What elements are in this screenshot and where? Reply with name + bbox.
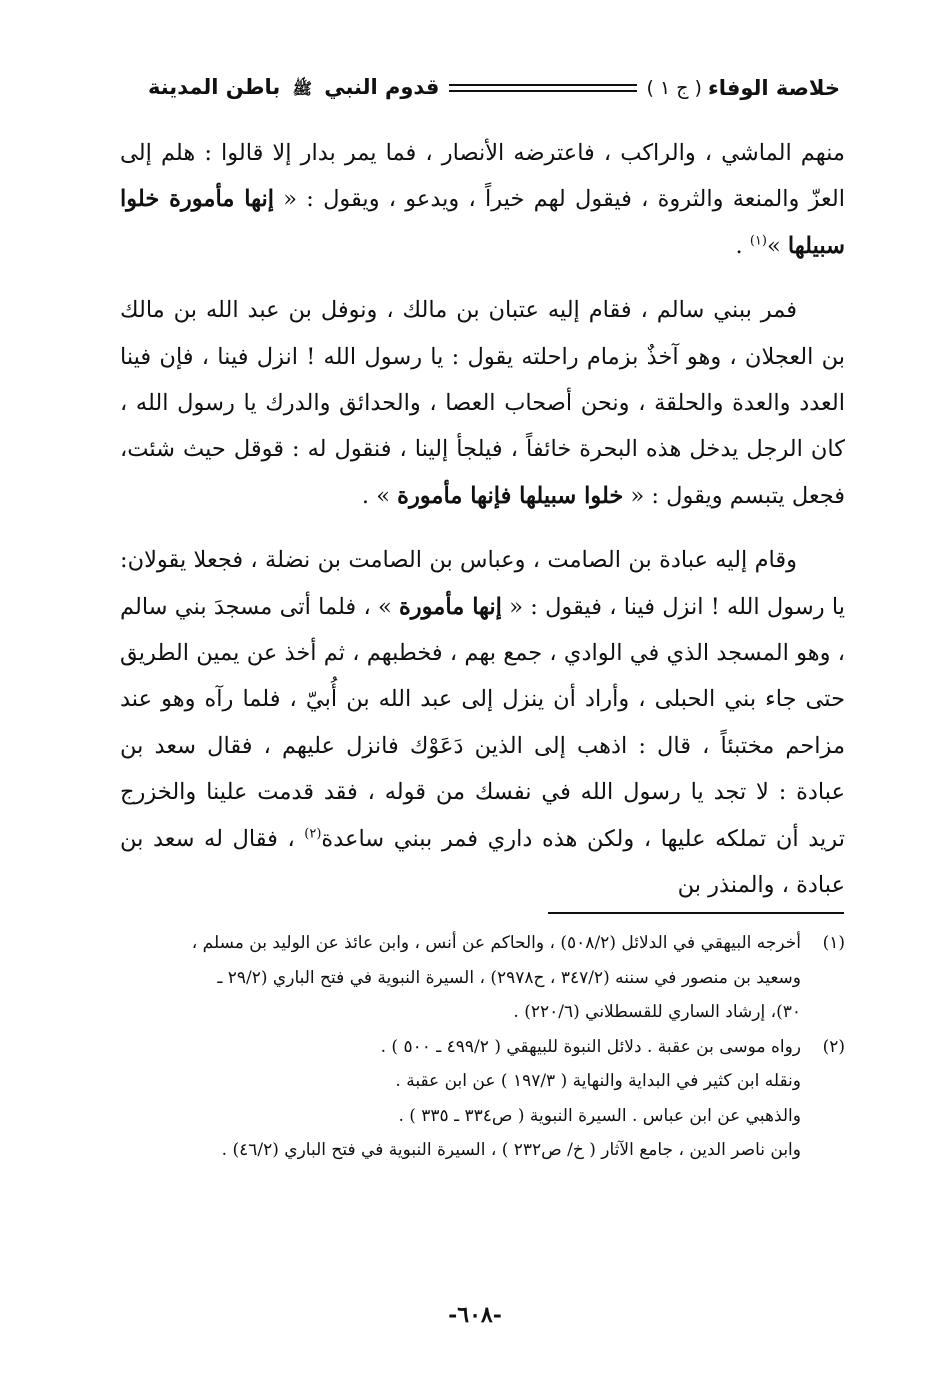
footnote-body (120, 1030, 801, 1168)
footnote-line: وسعيد بن منصور في سننه (٣٤٧/٢ ، ح٢٩٧٨) ، السيرة النبوية في فتح الباري (٢٩/٢ ـ (217, 967, 801, 988)
footnote (120, 926, 845, 1030)
footnote-ref[interactable]: (٢) (304, 826, 322, 842)
footnote-line: ٣٠)، إرشاد الساري للقسطلاني (٢٢٠/٦) . (513, 1002, 801, 1022)
paragraph (120, 130, 845, 269)
paragraph (120, 287, 845, 519)
text-run: » (766, 232, 788, 259)
text-run: منهم الماشي ، والراكب ، فاعترضه الأنصار ، فما يمر بدار إلا قالوا : هلم إلى العزّ والمنعة والثروة ، فيقول لهم خيراً ، ويدعو ، ويقول : « (120, 140, 845, 213)
header-rule (449, 84, 636, 92)
running-header (148, 66, 840, 110)
footnotes (120, 926, 845, 1168)
header-volume: ( ج ١ ) (646, 77, 702, 99)
header-book-title: خلاصة الوفاء (707, 76, 840, 100)
text-run: » . (361, 482, 398, 509)
paragraph (120, 537, 845, 908)
footnote-number: (٢) (822, 1036, 845, 1057)
footnote-body (120, 926, 801, 1030)
hadith-quote: خلوا سبيلها فإنها مأمورة (397, 482, 624, 509)
text-run: وقام إليه عبادة بن الصامت ، وعباس بن الصامت بن نضلة ، فجعلا يقولان: يا رسول الله ! انزل فينا ، فيقول : « (120, 547, 846, 620)
header-chapter-title: قدوم النبي (324, 74, 440, 99)
text-run: » ، فلما أتى مسجدَ بني سالم ، وهو المسجد الذي في الوادي ، جمع بهم ، فخطبهم ، ثم أخذ عن يمين الطريق حتى جاء بني الحبلى ، وأراد أن ينزل إلى عبد الله بن أُبيّ ، فلما رآه وهو عند مزاحم مختبئاً ، قال : اذهب إلى الذين دَعَوْك فانزل عليهم ، فقال سعد بن عبادة : لا تجد يا رسول الله في نفسك من قوله ، فقد قدمت علينا والخزرج تريد أن تملكه عليها ، ولكن هذه داري فمر ببني ساعدة (120, 593, 845, 852)
footnote-line: وابن ناصر الدين ، جامع الآثار ( خ/ ص٢٣٢ ) ، السيرة النبوية في فتح الباري (٤٦/٢) . (221, 1140, 801, 1160)
honorific-glyph: ﷺ (292, 78, 312, 98)
footnote-line: والذهبي عن ابن عباس . السيرة النبوية ( ص٣٣٤ ـ ٣٣٥ ) . (398, 1105, 801, 1126)
footnote-ref[interactable]: (١) (749, 233, 767, 249)
text-run: . (735, 232, 750, 259)
footnote-line: ونقله ابن كثير في البداية والنهاية ( ١٩٧/٣ ) عن ابن عقبة . (395, 1071, 801, 1091)
footnote-separator (548, 912, 844, 914)
hadith-quote: إنها مأمورة (399, 593, 502, 620)
text-run: فمر ببني سالم ، فقام إليه عتبان بن مالك ، ونوفل بن عبد الله بن مالك بن العجلان ، وهو آخذٌ بزمام راحلته يقول : يا رسول الله ! انزل فينا ، فإن فينا العدد والعدة والحلقة ، ونحن أصحاب العصا ، والحدائق والدرك يا رسول الله ، كان الرجل يدخل هذه البحرة خائفاً ، فيلجأ إلينا ، فنقول له : قوقل حيث شئت، فجعل يتبسم ويقول : « (120, 297, 845, 509)
footnote-line: رواه موسى بن عقبة . دلائل النبوة للبيهقي ( ٤٩٩/٢ ـ ٥٠٠ ) . (380, 1036, 801, 1057)
hadith-quote: إنها مأمورة خلوا سبيلها (120, 186, 845, 259)
footnote-line: أخرجه البيهقي في الدلائل (٥٠٨/٢) ، والحاكم عن أنس ، وابن عائذ عن الوليد بن مسلم ، (191, 933, 801, 953)
footnote-number: (١) (822, 933, 845, 953)
footnote (120, 1030, 845, 1168)
header-chapter (148, 75, 439, 102)
text-run: ، فقال له سعد بن عبادة ، والمنذر بن (120, 825, 845, 899)
header-chapter-tail: باطن المدينة (148, 74, 281, 99)
page-number: -٦٠٨- (448, 1302, 502, 1328)
main-text (120, 130, 845, 909)
